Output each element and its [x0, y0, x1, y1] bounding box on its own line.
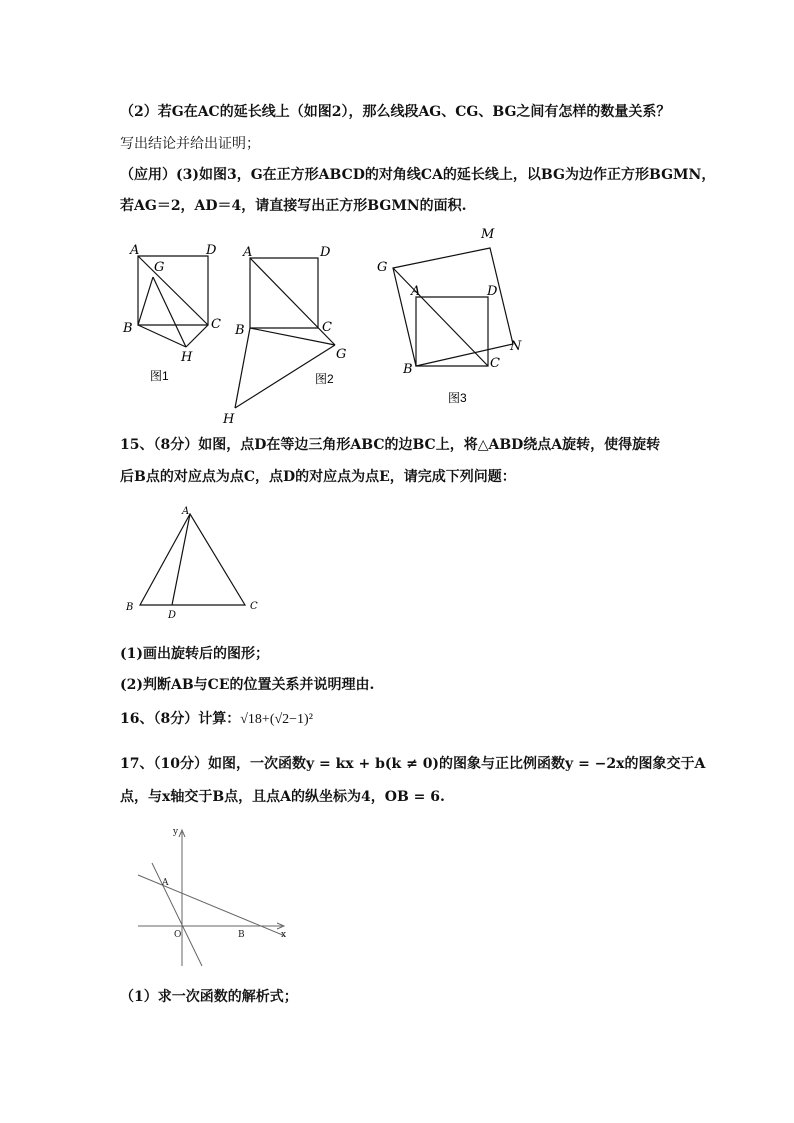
fig1-label-b: B	[123, 321, 133, 336]
fig15-label-c: C	[250, 601, 258, 612]
q16-line	[120, 709, 313, 730]
q17-line2: 点，与x轴交于B点，且点A的纵坐标为4，OB = 6.	[120, 789, 445, 805]
fig3-caption: 图3	[448, 391, 467, 405]
fig1-label-c: C	[211, 317, 221, 332]
fig2-label-d: D	[320, 245, 331, 260]
q16-expression: √18+(√2−1)²	[240, 712, 313, 727]
q15-line1: 15、（8分）如图，点D在等边三角形ABC的边BC上，将△ABD绕点A旋转，使得旋转	[120, 437, 661, 453]
fig3-label-c: C	[490, 356, 500, 371]
figure-1	[118, 240, 221, 390]
fig1-label-a: A	[130, 243, 140, 258]
q14-part2-line2: 写出结论并给出证明；	[120, 136, 260, 152]
fig15-label-d: D	[168, 610, 177, 621]
figure-3	[370, 224, 530, 414]
fig1-label-h: H	[181, 350, 193, 365]
q14-part2-line1: （2）若G在AC的延长线上（如图2），那么线段AG、CG、BG之间有怎样的数量关系？	[120, 104, 671, 120]
fig1-label-d: D	[206, 243, 217, 258]
fig15-label-b: B	[126, 602, 134, 613]
fig3-label-m: M	[481, 227, 495, 242]
fig2-label-h: H	[223, 412, 235, 427]
figure-2	[222, 240, 362, 430]
fig17-label-a: A	[162, 878, 169, 888]
q15-part2: (2)判断AB与CE的位置关系并说明理由.	[120, 677, 375, 693]
q16-text: 16、（8分）计算：	[120, 711, 241, 727]
fig3-label-g: G	[377, 260, 388, 275]
fig17-label-y: y	[173, 827, 179, 837]
fig1-caption: 图1	[150, 369, 169, 383]
fig3-label-d: D	[487, 284, 498, 299]
q15-line2: 后B点的对应点为点C，点D的对应点为点E，请完成下列问题：	[120, 469, 516, 485]
q14-part3-line2: 若AG＝2，AD＝4，请直接写出正方形BGMN的面积.	[120, 198, 467, 214]
fig2-label-a: A	[243, 245, 253, 260]
fig3-label-b: B	[403, 362, 413, 377]
fig1-label-g: G	[154, 260, 165, 275]
q17-line1: 17、（10分）如图，一次函数y = kx + b(k ≠ 0)的图象与正比例函数y = −2x的图象交于A	[120, 756, 706, 772]
q14-part3-line1: （应用）(3)如图3，G在正方形ABCD的对角线CA的延长线上，以BG为边作正方形BGMN，	[120, 167, 716, 183]
fig2-caption: 图2	[315, 372, 334, 386]
fig3-label-n: N	[510, 339, 522, 354]
fig15-label-a: A	[182, 506, 190, 517]
fig2-label-b: B	[235, 323, 245, 338]
figure-17	[130, 820, 295, 975]
fig2-label-c: C	[322, 320, 332, 335]
fig17-label-b: B	[238, 930, 245, 940]
q15-part1: (1)画出旋转后的图形；	[120, 646, 269, 662]
fig17-label-x: x	[281, 930, 287, 940]
fig3-label-a: A	[411, 284, 421, 299]
fig2-label-g: G	[336, 347, 347, 362]
fig17-label-o: O	[174, 930, 182, 940]
figure-15	[120, 500, 270, 625]
q17-part1: （1）求一次函数的解析式；	[120, 989, 298, 1005]
